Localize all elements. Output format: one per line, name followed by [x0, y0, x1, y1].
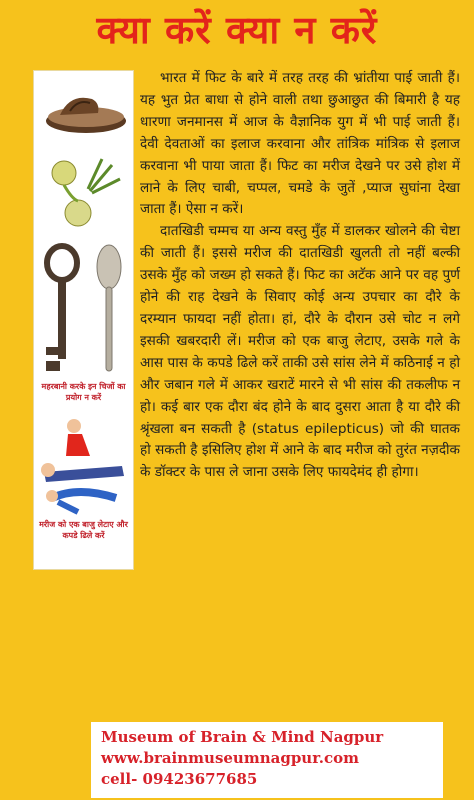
museum-contact-box: [91, 722, 443, 798]
caption-recovery: मरीज को एक बाजु लेटाए और कपडे ढिले करें: [39, 520, 128, 540]
paragraph: दातखिडी चम्मच या अन्य वस्तु मुँह में डालकर खोलने की चेष्टा की जाती हैं। इससे मरीज की दातखिडी खुलती तो नहीं बल्की उसके मुँह को जख्म हो सकते हैं। फिट का अटॅक आने पर वह पुर्ण होने की राह देखने के सिवाए कोई अन्य उपचार का दौरे के दरम्यान फायदा नहीं होता। हां, दौरे के दौरान उसे चोट न लगे इसकी खबरदारी लें। मरीज को एक बाजु लेटाए, उसके गले के आस पास के कपडे ढिले करें ताकी उसे सांस लेने में कठिनाई न हो और जबान गले में आकर खराटें मारने से भी सांस की तकलीफ न हो। कई बार एक दौरा बंद होने के बाद दुसरा आता है या दौरे की श्रृंखला बन सकती है (status epilepticus) जो की घातक हो सकती है इसिलिए होश में आने के बाद मरीज को तुरंत नज़दीक के डॉक्टर के पास ले जाना उसके लिए फायदेमंद ही होगा।: [140, 223, 460, 481]
museum-phone: cell- 09423677685: [101, 770, 258, 788]
caption-items: महरबानी करके इन चिजों का प्रयोग न करें: [41, 382, 126, 402]
article-body: [20, 68, 460, 758]
page-title: क्या करें क्या न करें: [96, 7, 378, 52]
museum-website[interactable]: www.brainmuseumnagpur.com: [101, 749, 359, 767]
paragraph: भारत में फिट के बारे में तरह तरह की भ्रांतीया पाई जाती हैं। यह भुत प्रेत बाधा से होने वाली तथा छुआछुत की बिमारी है यह धारणा जनमानस में आज के वैज्ञानिक युग में भी पाई जाती हैं। देवी देवताओं का इलाज करवाना और तांत्रिक मांत्रिक से इलाज करवाना भी पाया जाता हैं। फिट का मरीज देखने पर उसे होश में लाने के लिए चाबी, चप्पल, चमडे के जुतें ,प्याज सुघांना देखा जाता हैं। ऐसा न करें।: [140, 70, 460, 218]
museum-name: Museum of Brain & Mind Nagpur: [101, 728, 384, 746]
